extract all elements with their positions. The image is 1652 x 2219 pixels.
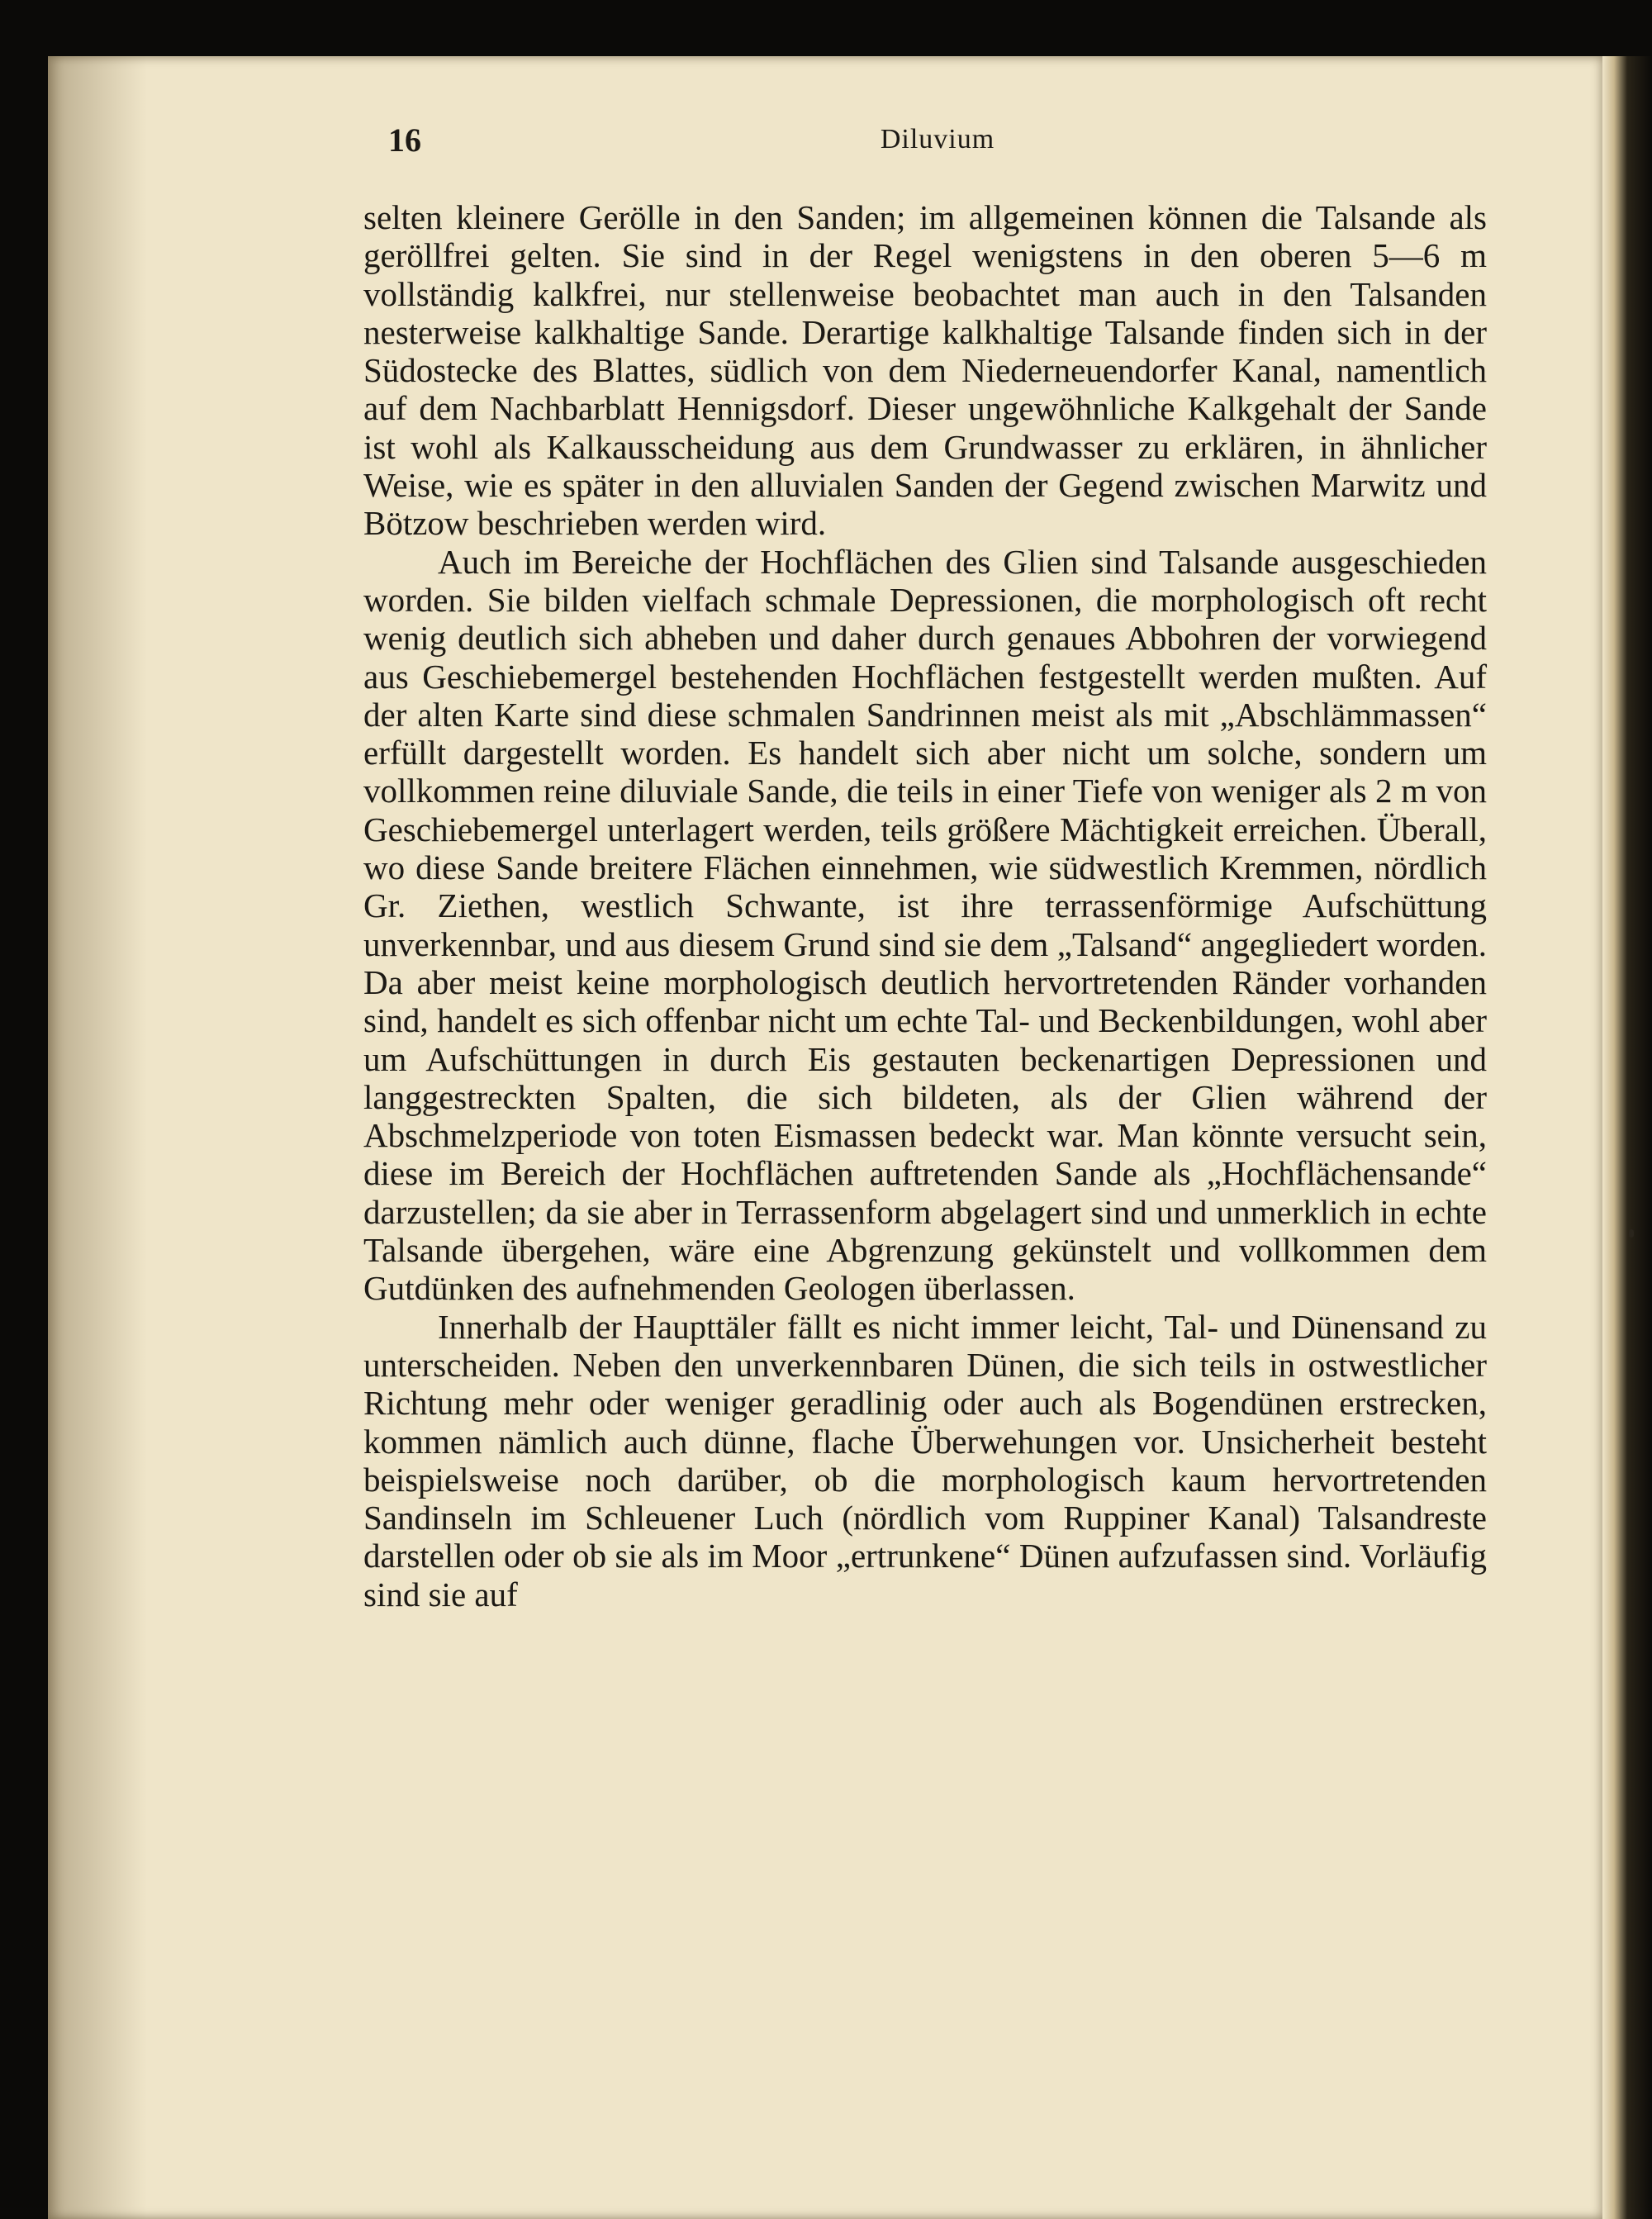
paragraph-3: Innerhalb der Haupttäler fällt es nicht immer leicht, Tal- und Dünensand zu unterscheiden. Neben den unverkennbaren Dünen, die sich teils in ostwestlicher Richtung mehr oder weniger geradlinig oder auch als Bogendünen erstrecken, kommen nämlich auch dünne, flache Überwehungen vor. Unsicherheit besteht beispielsweise noch darüber, ob die morphologisch kaum hervortretenden Sandinseln im Schleuener Luch (nördlich vom Ruppiner Kanal) Talsandreste darstellen oder ob sie als im Moor „ertrunkene“ Dünen aufzufassen sind. Vorläufig sind sie auf — [363, 1307, 1487, 1613]
paragraph-2: Auch im Bereiche der Hochflächen des Glien sind Talsande ausgeschieden worden. Sie bilden vielfach schmale Depressionen, die morphologisch oft recht wenig deutlich sich abheben und daher durch genaues Abbohren der vorwiegend aus Geschiebemergel bestehenden Hochflächen festgestellt werden mußten. Auf der alten Karte sind diese schmalen Sandrinnen meist als mit „Abschlämmassen“ erfüllt dargestellt worden. Es handelt sich aber nicht um solche, sondern um vollkommen reine diluviale Sande, die teils in einer Tiefe von weniger als 2 m von Geschiebemergel unterlagert werden, teils größere Mächtigkeit erreichen. Überall, wo diese Sande breitere Flächen einnehmen, wie südwestlich Kremmen, nördlich Gr. Ziethen, westlich Schwante, ist ihre terrassenförmige Aufschüttung unverkennbar, und aus diesem Grund sind sie dem „Talsand“ angegliedert worden. Da aber meist keine morphologisch deutlich hervortretenden Ränder vorhanden sind, handelt es sich offenbar nicht um echte Tal- und Beckenbildungen, wohl aber um Aufschüttungen in durch Eis gestauten beckenartigen Depressionen und langgestreckten Spalten, die sich bildeten, als der Glien während der Abschmelzperiode von toten Eismassen bedeckt war. Man könnte versucht sein, diese im Bereich der Hochflächen auftretenden Sande als „Hochflächensande“ darzustellen; da sie aber in Terrassenform abgelagert sind und unmerklich in echte Talsande übergehen, wäre eine Abgrenzung gekünstelt und vollkommen dem Gutdünken des aufnehmenden Geologen überlassen. — [363, 542, 1487, 1308]
page-number: 16 — [388, 121, 421, 159]
binding-shadow — [48, 56, 147, 2219]
body-text — [363, 198, 1487, 1613]
page-edge — [1602, 56, 1652, 2219]
paragraph-1: selten kleinere Gerölle in den Sanden; im allgemeinen können die Talsande als geröllfrei gelten. Sie sind in der Regel wenigstens in den oberen 5—6 m vollständig kalkfrei, nur stellenweise beobachtet man auch in den Talsanden nesterweise kalkhaltige Sande. Derartige kalkhaltige Talsande finden sich in der Südostecke des Blattes, südlich von dem Niederneuendorfer Kanal, namentlich auf dem Nachbarblatt Hennigsdorf. Dieser ungewöhnliche Kalkgehalt der Sande ist wohl als Kalkausscheidung aus dem Grundwasser zu erklären, in ähnlicher Weise, wie es später in den alluvialen Sanden der Gegend zwischen Marwitz und Bötzow beschrieben werden wird. — [363, 198, 1487, 543]
running-head: Diluvium — [880, 124, 995, 154]
page-header — [388, 121, 1487, 170]
margin-speck — [1629, 1229, 1634, 1238]
